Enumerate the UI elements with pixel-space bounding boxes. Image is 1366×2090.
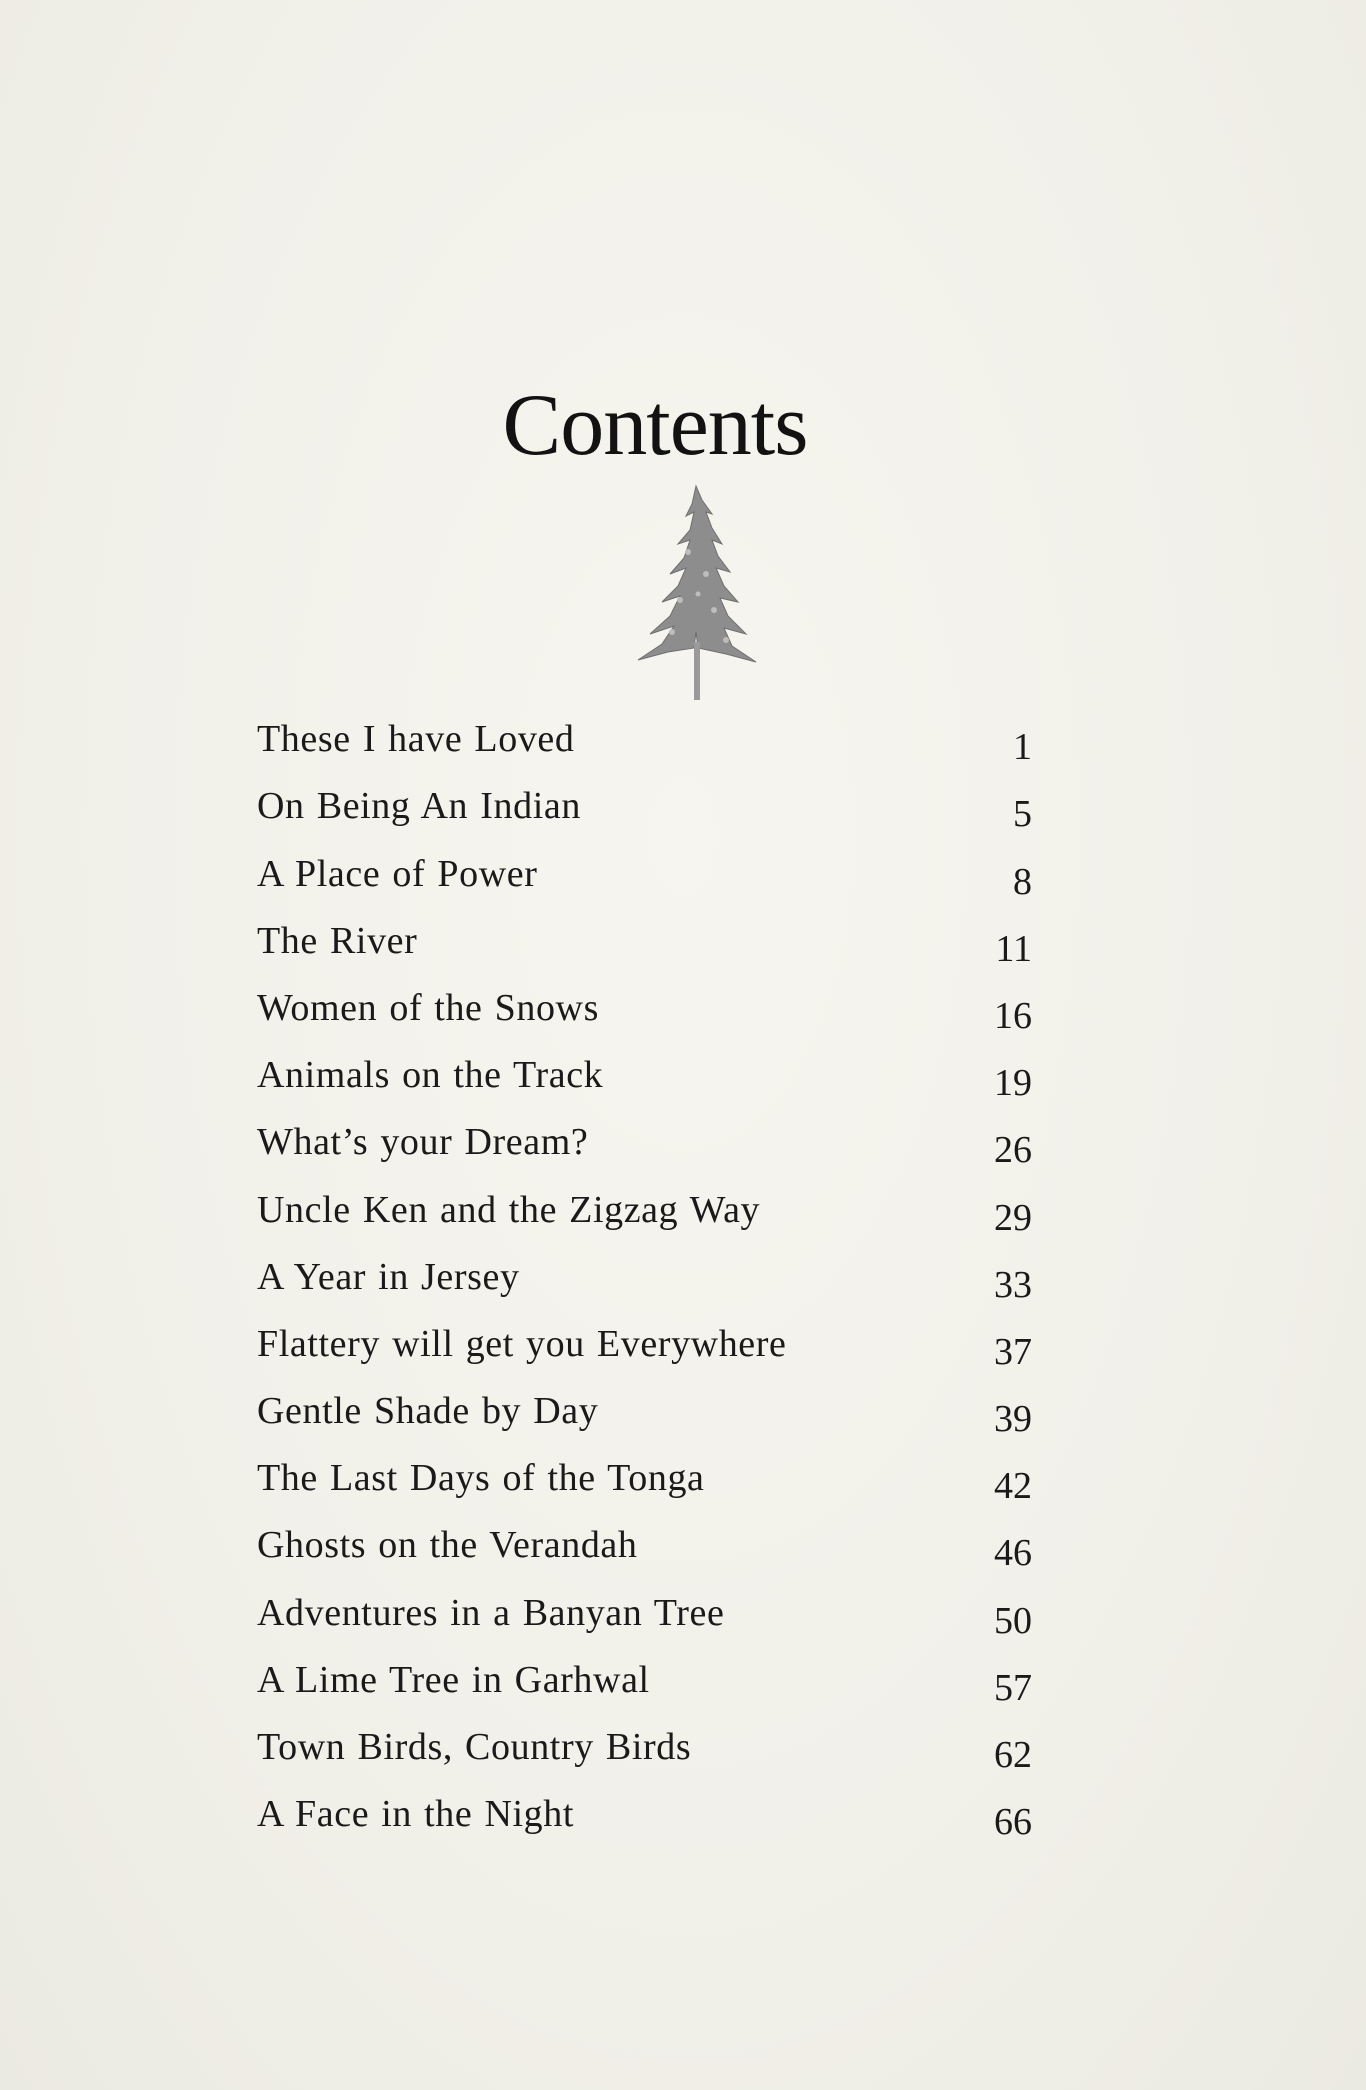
toc-entry-title: These I have Loved bbox=[257, 718, 575, 761]
toc-entry-page-number: 26 bbox=[994, 1129, 1032, 1172]
toc-entry-page-number: 66 bbox=[994, 1801, 1032, 1844]
toc-entry-page-number: 33 bbox=[994, 1263, 1032, 1306]
toc-entry bbox=[257, 1441, 1032, 1508]
toc-entry-page-number: 19 bbox=[994, 1062, 1032, 1105]
toc-entry-title: What’s your Dream? bbox=[257, 1121, 589, 1164]
toc-entry-page-number: 29 bbox=[994, 1196, 1032, 1239]
toc-entry bbox=[257, 1240, 1032, 1307]
toc-entry-title: Animals on the Track bbox=[257, 1054, 604, 1097]
toc-entry-title: A Face in the Night bbox=[257, 1793, 575, 1836]
toc-entry bbox=[257, 1710, 1032, 1777]
toc-entry-page-number: 62 bbox=[994, 1734, 1032, 1776]
toc-entry-title: Uncle Ken and the Zigzag Way bbox=[257, 1188, 761, 1231]
toc-entry-page-number: 16 bbox=[994, 994, 1032, 1037]
toc-entry bbox=[257, 702, 1032, 769]
toc-entry-page-number: 46 bbox=[994, 1532, 1032, 1575]
toc-entry-page-number: 5 bbox=[1013, 793, 1032, 836]
toc-entry bbox=[257, 1508, 1032, 1575]
toc-entry-title: Ghosts on the Verandah bbox=[257, 1524, 638, 1567]
page-title: Contents bbox=[502, 377, 808, 474]
toc-entry-page-number: 37 bbox=[994, 1330, 1032, 1373]
toc-entry-page-number: 1 bbox=[1013, 726, 1032, 769]
toc-entry-page-number: 42 bbox=[994, 1465, 1032, 1508]
toc-entry-title: The River bbox=[257, 919, 418, 962]
toc-entry-title: Town Birds, Country Birds bbox=[257, 1726, 692, 1768]
toc-entry-title: Flattery will get you Everywhere bbox=[257, 1322, 787, 1365]
toc-entry-page-number: 8 bbox=[1013, 860, 1032, 903]
toc-entry-title: Women of the Snows bbox=[257, 986, 599, 1029]
toc-entry-page-number: 39 bbox=[994, 1398, 1032, 1441]
toc-entry bbox=[257, 1374, 1032, 1441]
toc-entry-title: On Being An Indian bbox=[257, 785, 581, 828]
toc-entry-title: A Lime Tree in Garhwal bbox=[257, 1658, 650, 1701]
toc-entry bbox=[257, 1038, 1032, 1105]
toc-entry-page-number: 11 bbox=[995, 927, 1032, 970]
toc-entry bbox=[257, 1307, 1032, 1374]
table-of-contents bbox=[257, 702, 1032, 1844]
toc-entry-page-number: 57 bbox=[994, 1666, 1032, 1709]
toc-entry bbox=[257, 769, 1032, 836]
toc-entry bbox=[257, 1777, 1032, 1844]
toc-entry-title: Gentle Shade by Day bbox=[257, 1390, 599, 1433]
toc-entry bbox=[257, 1105, 1032, 1172]
pine-tree-icon bbox=[628, 482, 768, 704]
toc-entry-title: A Year in Jersey bbox=[257, 1255, 520, 1298]
toc-entry bbox=[257, 971, 1032, 1038]
toc-entry bbox=[257, 1172, 1032, 1239]
toc-entry-page-number: 50 bbox=[994, 1599, 1032, 1642]
toc-entry-title: Adventures in a Banyan Tree bbox=[257, 1591, 725, 1634]
toc-entry bbox=[257, 1575, 1032, 1642]
toc-entry-title: The Last Days of the Tonga bbox=[257, 1457, 705, 1500]
toc-entry-title: A Place of Power bbox=[257, 852, 538, 895]
toc-entry bbox=[257, 836, 1032, 903]
toc-entry bbox=[257, 1643, 1032, 1710]
toc-entry bbox=[257, 904, 1032, 971]
